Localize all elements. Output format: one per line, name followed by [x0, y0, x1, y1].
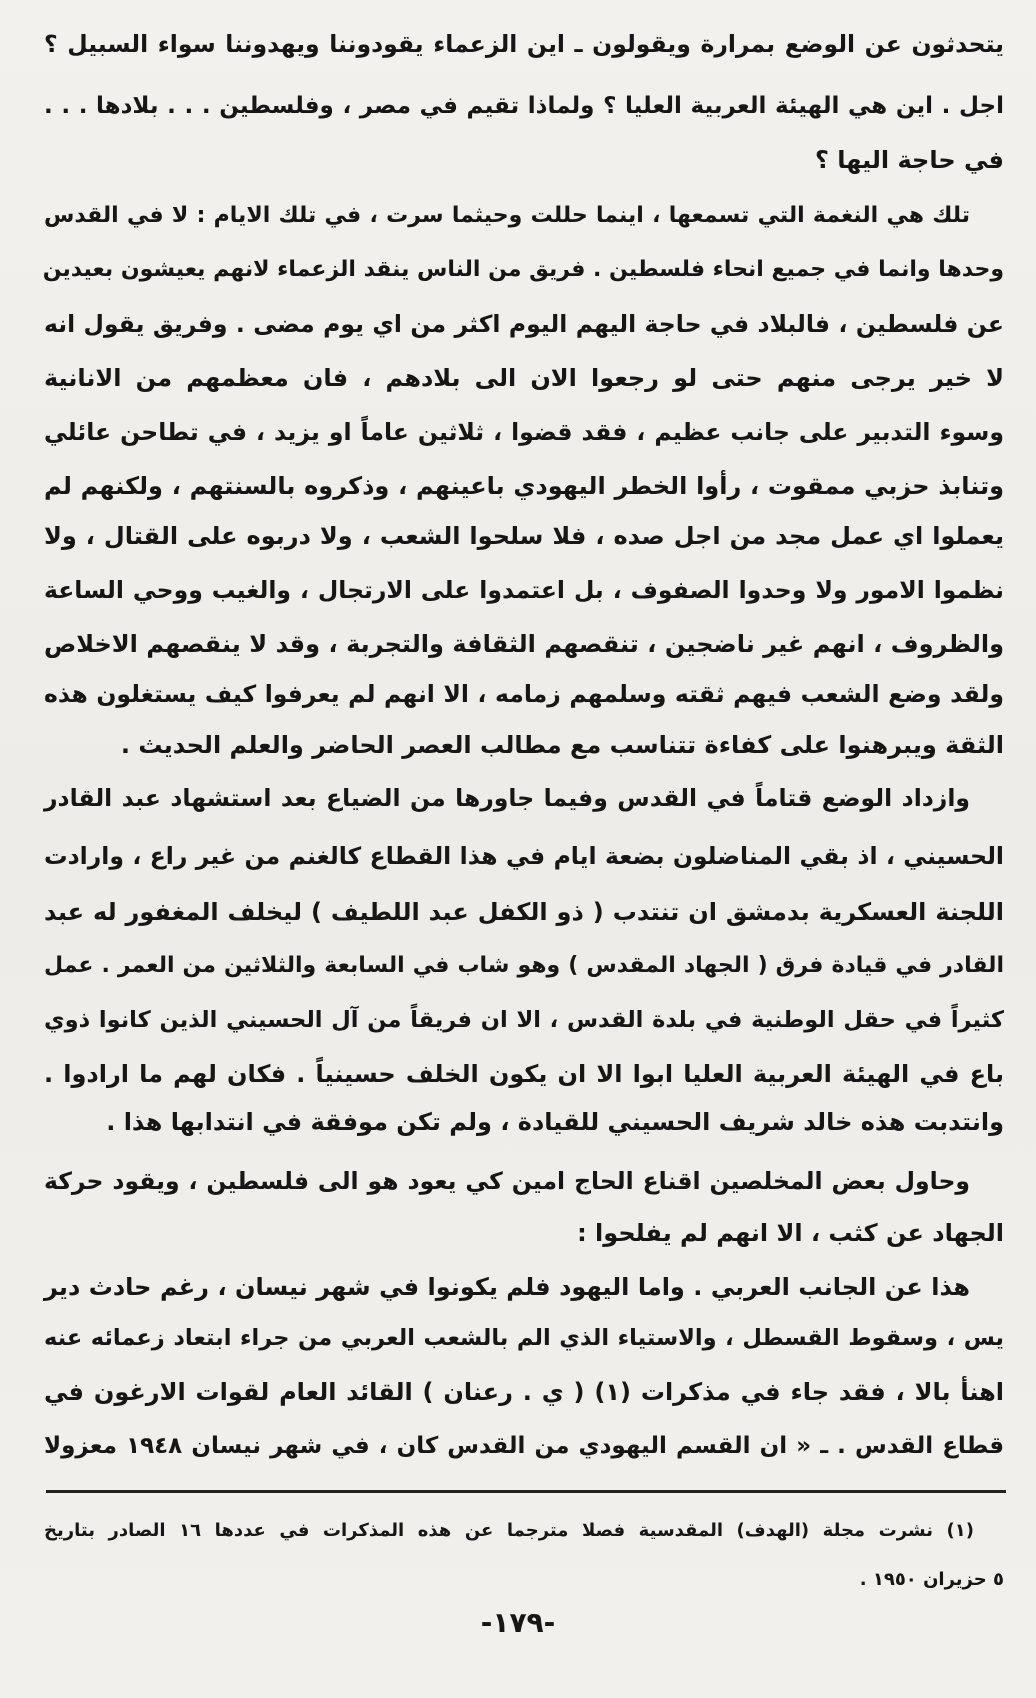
text-line: باع في الهيئة العربية العليا ابوا الا ان يكون الخلف حسينياً . فكان لهم ما ارادوا .	[44, 1060, 1004, 1088]
paragraph-first-line: تلك هي النغمة التي تسمعها ، اينما حللت وحيثما سرت ، في تلك الايام : لا في القدس	[44, 203, 970, 228]
text-line: كثيراً في حقل الوطنية في بلدة القدس ، الا ان فريقاً من آل الحسيني الذين كانوا ذوي	[44, 1007, 1004, 1033]
text-line: الجهاد عن كثب ، الا انهم لم يفلحوا :	[577, 1219, 1004, 1247]
page-number: -١٧٩-	[480, 1606, 556, 1639]
text-line: قطاع القدس . ـ « ان القسم اليهودي من القدس كان ، في شهر نيسان ١٩٤٨ معزولا	[44, 1433, 1005, 1459]
text-line: يتحدثون عن الوضع بمرارة ويقولون ـ اين الزعماء يقودوننا ويهدوننا سواء السبيل ؟	[44, 30, 1004, 58]
footnote-line: (١) نشرت مجلة (الهدف) المقدسية فصلا مترجما عن هذه المذكرات في عددها ١٦ الصادر بتاريخ	[44, 1520, 974, 1541]
text-line: لا خير يرجى منهم حتى لو رجعوا الان الى بلادهم ، فان معظمهم من الانانية	[44, 364, 1004, 392]
paragraph-first-line: هذا عن الجانب العربي . واما اليهود فلم يكونوا في شهر نيسان ، رغم حادث دير	[44, 1273, 970, 1301]
text-line: الثقة ويبرهنوا على كفاءة تتناسب مع مطالب العصر الحاضر والعلم الحديث .	[120, 731, 1004, 759]
text-line: اهنأ بالا ، فقد جاء في مذكرات (١) ( ي . رعنان ) القائد العام لقوات الارغون في	[44, 1378, 1004, 1406]
footnote-line: ٥ حزيران ١٩٥٠ .	[859, 1569, 1004, 1590]
text-line: الحسيني ، اذ بقي المناضلون بضعة ايام في هذا القطاع كالغنم من غير راع ، وارادت	[44, 842, 1004, 870]
paragraph-first-line: وازداد الوضع قتاماً في القدس وفيما جاورها من الضياع بعد استشهاد عبد القادر	[44, 784, 970, 812]
text-line: في حاجة اليها ؟	[814, 146, 1004, 174]
text-line: وانتدبت هذه خالد شريف الحسيني للقيادة ، ولم تكن موفقة في انتدابها هذا .	[106, 1108, 1004, 1136]
text-line: اللجنة العسكرية بدمشق ان تنتدب ( ذو الكفل عبد اللطيف ) ليخلف المغفور له عبد	[44, 898, 1004, 926]
text-line: ولقد وضع الشعب فيهم ثقته وسلمهم زمامه ، الا انهم لم يعرفوا كيف يستغلون هذه	[44, 680, 1004, 708]
footnote-divider	[46, 1490, 1006, 1493]
text-line: يعملوا اي عمل مجد من اجل صده ، فلا سلحوا الشعب ، ولا دربوه على القتال ، ولا	[44, 522, 1004, 550]
text-line: وتنابذ حزبي ممقوت ، رأوا الخطر اليهودي باعينهم ، وذكروه بالسنتهم ، ولكنهم لم	[44, 472, 1004, 500]
paragraph-first-line: وحاول بعض المخلصين اقناع الحاج امين كي يعود هو الى فلسطين ، ويقود حركة	[44, 1167, 970, 1195]
text-line: والظروف ، انهم غير ناضجين ، تنقصهم الثقافة والتجربة ، وقد لا ينقصهم الاخلاص	[44, 630, 1004, 658]
text-line: يس ، وسقوط القسطل ، والاستياء الذي الم بالشعب العربي من جراء ابتعاد زعمائه عنه	[44, 1325, 1004, 1351]
text-line: اجل . اين هي الهيئة العربية العليا ؟ ولماذا تقيم في مصر ، وفلسطين . . . بلادها . . .	[44, 93, 1004, 119]
text-line: وحدها وانما في جميع انحاء فلسطين . فريق من الناس ينقد الزعماء لانهم يعيشون بعيدين	[42, 257, 1004, 282]
text-line: القادر في قيادة فرق ( الجهاد المقدس ) وهو شاب في السابعة والثلاثين من العمر . عمل	[44, 953, 1004, 978]
text-line: عن فلسطين ، فالبلاد في حاجة اليهم اليوم اكثر من اي يوم مضى . وفريق يقول انه	[44, 310, 1004, 338]
text-line: نظموا الامور ولا وحدوا الصفوف ، بل اعتمدوا على الارتجال ، والغيب ووحي الساعة	[44, 576, 1004, 604]
text-line: وسوء التدبير على جانب عظيم ، فقد قضوا ، ثلاثين عاماً او يزيد ، في تطاحن عائلي	[44, 418, 1004, 446]
